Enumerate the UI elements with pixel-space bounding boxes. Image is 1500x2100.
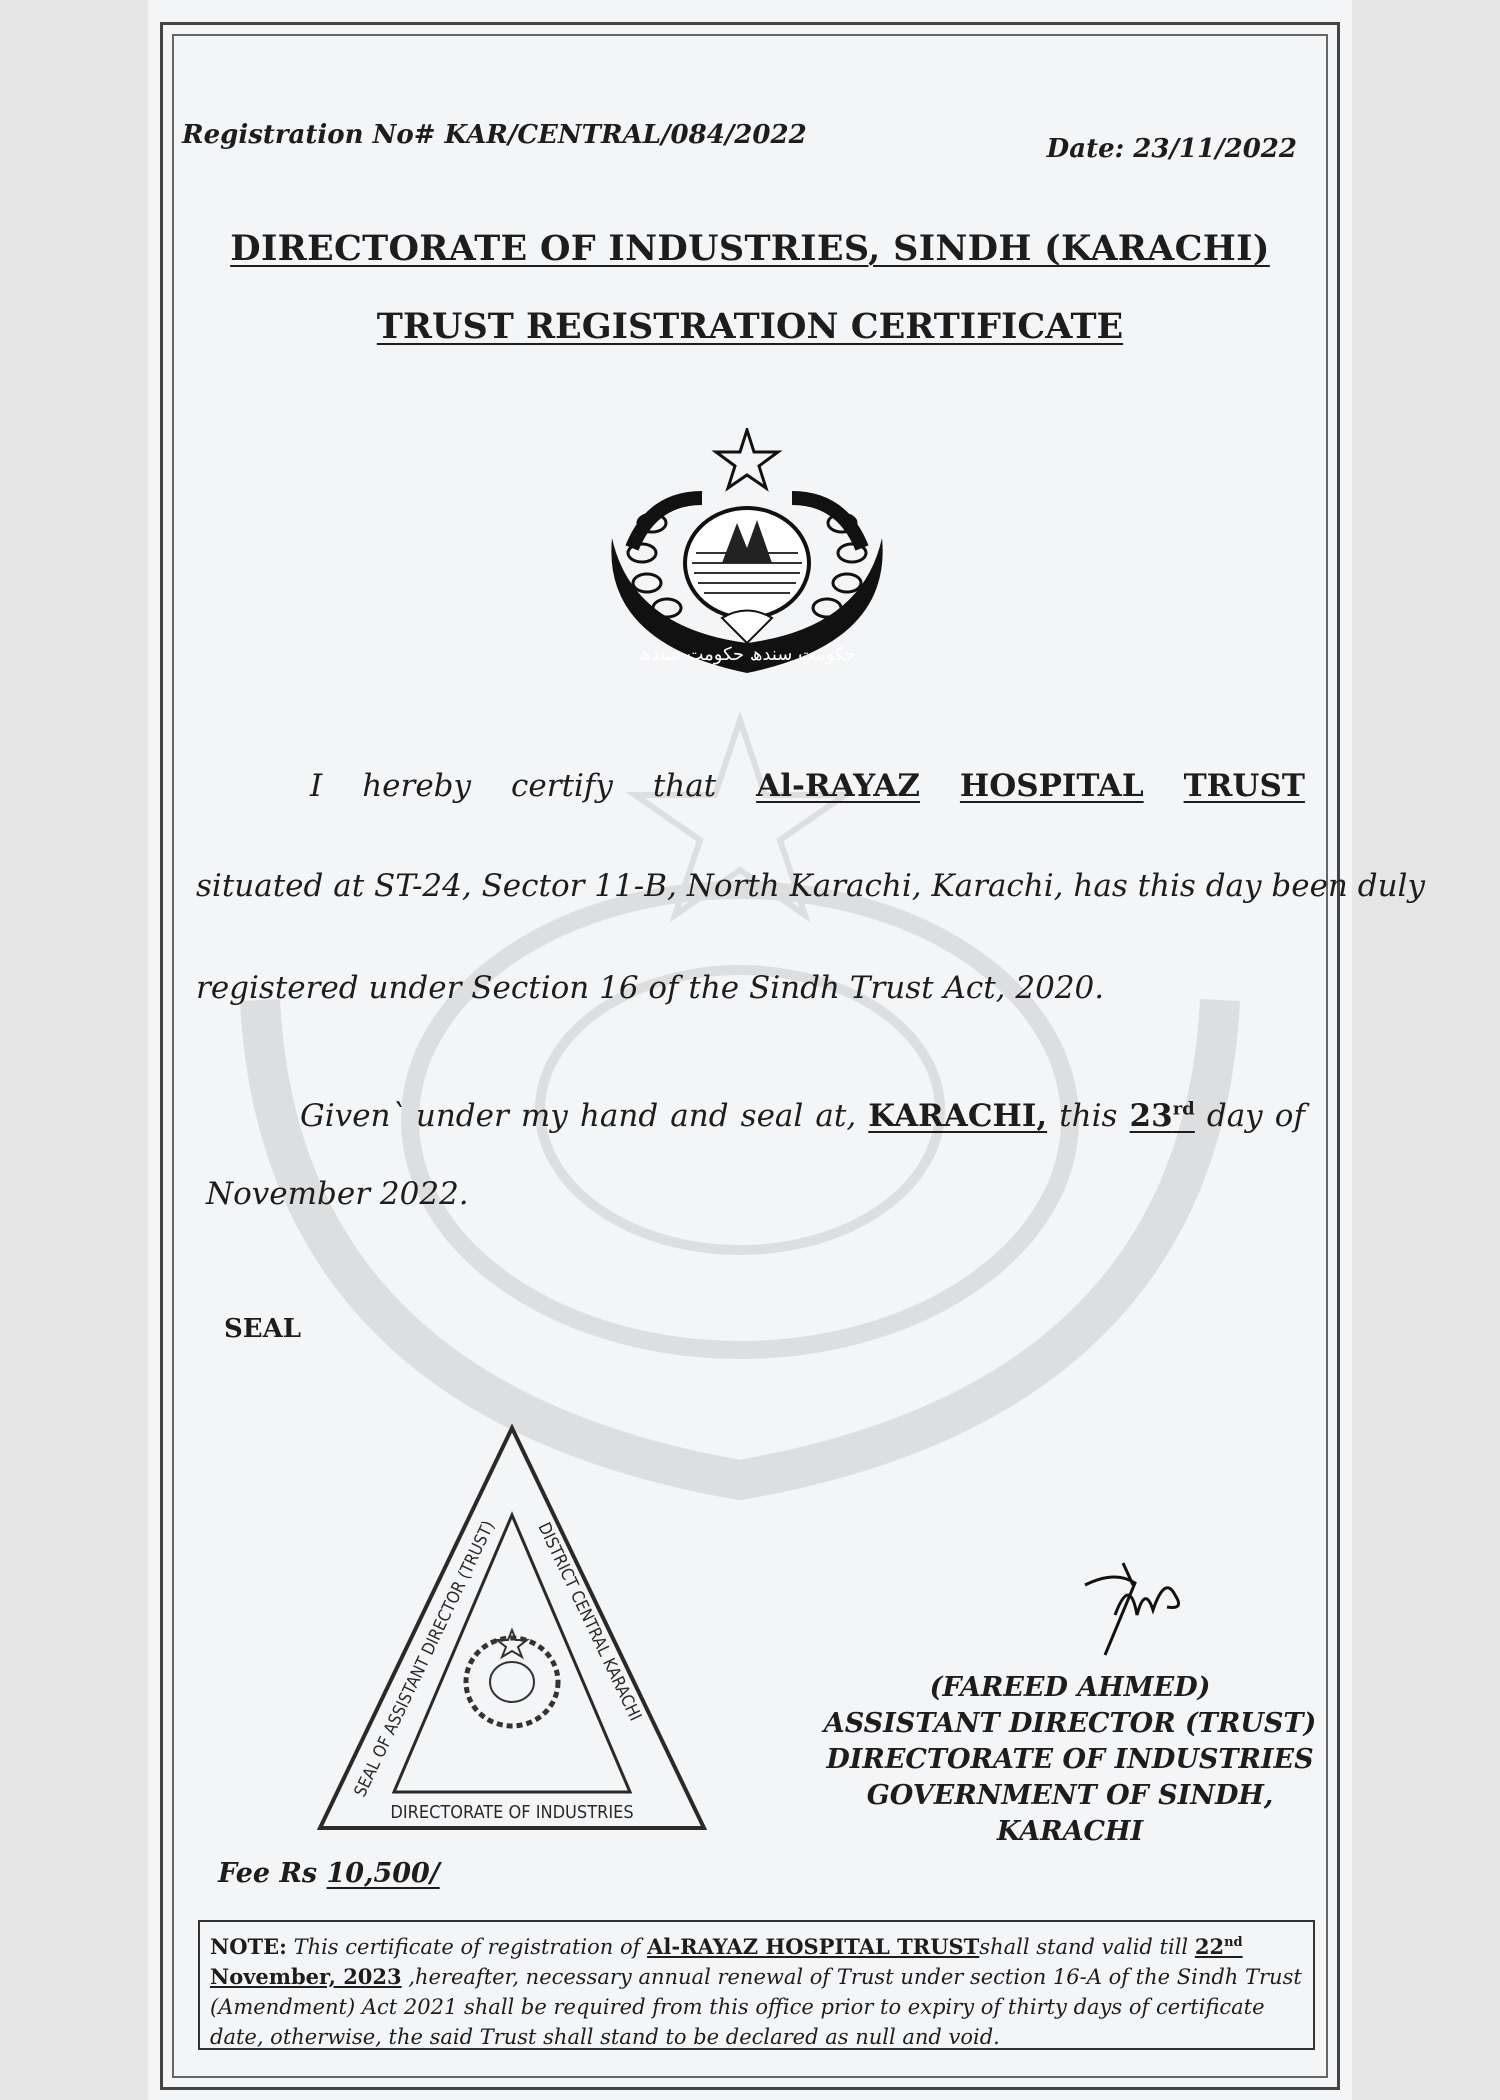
- body-word: hand: [579, 1098, 659, 1134]
- validity-note: NOTE: This certificate of registration of Al-RAYAZ HOSPITAL TRUSTshall stand valid till 22nd November, 2023 ,hereafter, necessary annual renewal of Trust under section 16-A of the Sindh Trust (Amendment) Act 2021 shall be required from this office prior to expiry of thirty days of certificate date, otherwise, the said Trust shall stand to be declared as null and void.: [198, 1920, 1315, 2050]
- place-name: KARACHI,: [868, 1098, 1048, 1134]
- signatory-title: ASSISTANT DIRECTOR (TRUST): [823, 1708, 1317, 1739]
- trust-name-word: TRUST: [1183, 768, 1305, 804]
- note-label: NOTE:: [210, 1934, 287, 1959]
- body-word: hereby: [362, 768, 472, 804]
- body-word: I: [310, 768, 323, 804]
- signatory-government: GOVERNMENT OF SINDH, KARACHI: [866, 1780, 1274, 1847]
- signatory-block: [820, 1670, 1320, 1850]
- signature: [1075, 1555, 1195, 1665]
- certify-line: [310, 768, 1305, 804]
- signatory-name: (FAREED AHMED): [929, 1672, 1211, 1703]
- seal-mini-emblem: [466, 1630, 558, 1726]
- body-word: at,: [815, 1098, 857, 1134]
- note-trust-name: Al-RAYAZ HOSPITAL TRUST: [647, 1934, 980, 1959]
- certificate-title: TRUST REGISTRATION CERTIFICATE: [376, 306, 1124, 347]
- note-valid-day: 22nd: [1194, 1934, 1243, 1959]
- sindh-government-emblem: [592, 428, 902, 690]
- body-word: of: [1274, 1098, 1305, 1134]
- month-year-line: November 2022.: [206, 1176, 469, 1212]
- seal-label: SEAL: [224, 1314, 302, 1344]
- body-word: Given` under: [300, 1098, 509, 1134]
- certificate-date: Date: 23/11/2022: [1046, 134, 1297, 164]
- note-valid-date: November, 2023: [210, 1964, 402, 1989]
- registration-section-line: registered under Section 16 of the Sindh Trust Act, 2020.: [196, 970, 1105, 1006]
- trust-name-word: HOSPITAL: [959, 768, 1144, 804]
- signatory-department: DIRECTORATE OF INDUSTRIES: [826, 1744, 1314, 1775]
- seal-right-text: DISTRICT CENTRAL KARACHI: [533, 1519, 646, 1725]
- body-word: this: [1059, 1098, 1118, 1134]
- triangular-seal-stamp: [312, 1420, 712, 1838]
- trust-name-word: Al-RAYAZ: [756, 768, 920, 804]
- body-word: day: [1206, 1098, 1263, 1134]
- body-word: my: [520, 1098, 568, 1134]
- given-under-line: [300, 1098, 1305, 1134]
- registration-number: Registration No# KAR/CENTRAL/084/2022: [182, 120, 807, 150]
- seal-bottom-text: DIRECTORATE OF INDUSTRIES: [390, 1802, 634, 1823]
- fee-line: [218, 1858, 440, 1889]
- fee-label: Fee Rs: [218, 1858, 318, 1889]
- address-line: situated at ST-24, Sector 11-B, North Karachi, Karachi, has this day been duly: [196, 868, 1425, 904]
- body-word: that: [652, 768, 717, 804]
- day-number: 23rd: [1129, 1098, 1195, 1134]
- emblem-urdu-text: حکومتِ سندھ حکومت سندھ: [638, 644, 856, 665]
- seal-left-text: SEAL OF ASSISTANT DIRECTOR (TRUST): [350, 1517, 500, 1801]
- body-word: certify: [511, 768, 613, 804]
- fee-amount: 10,500/: [326, 1858, 440, 1889]
- body-word: and: [670, 1098, 729, 1134]
- body-word: seal: [740, 1098, 804, 1134]
- directorate-heading: DIRECTORATE OF INDUSTRIES, SINDH (KARACHI): [230, 228, 1270, 269]
